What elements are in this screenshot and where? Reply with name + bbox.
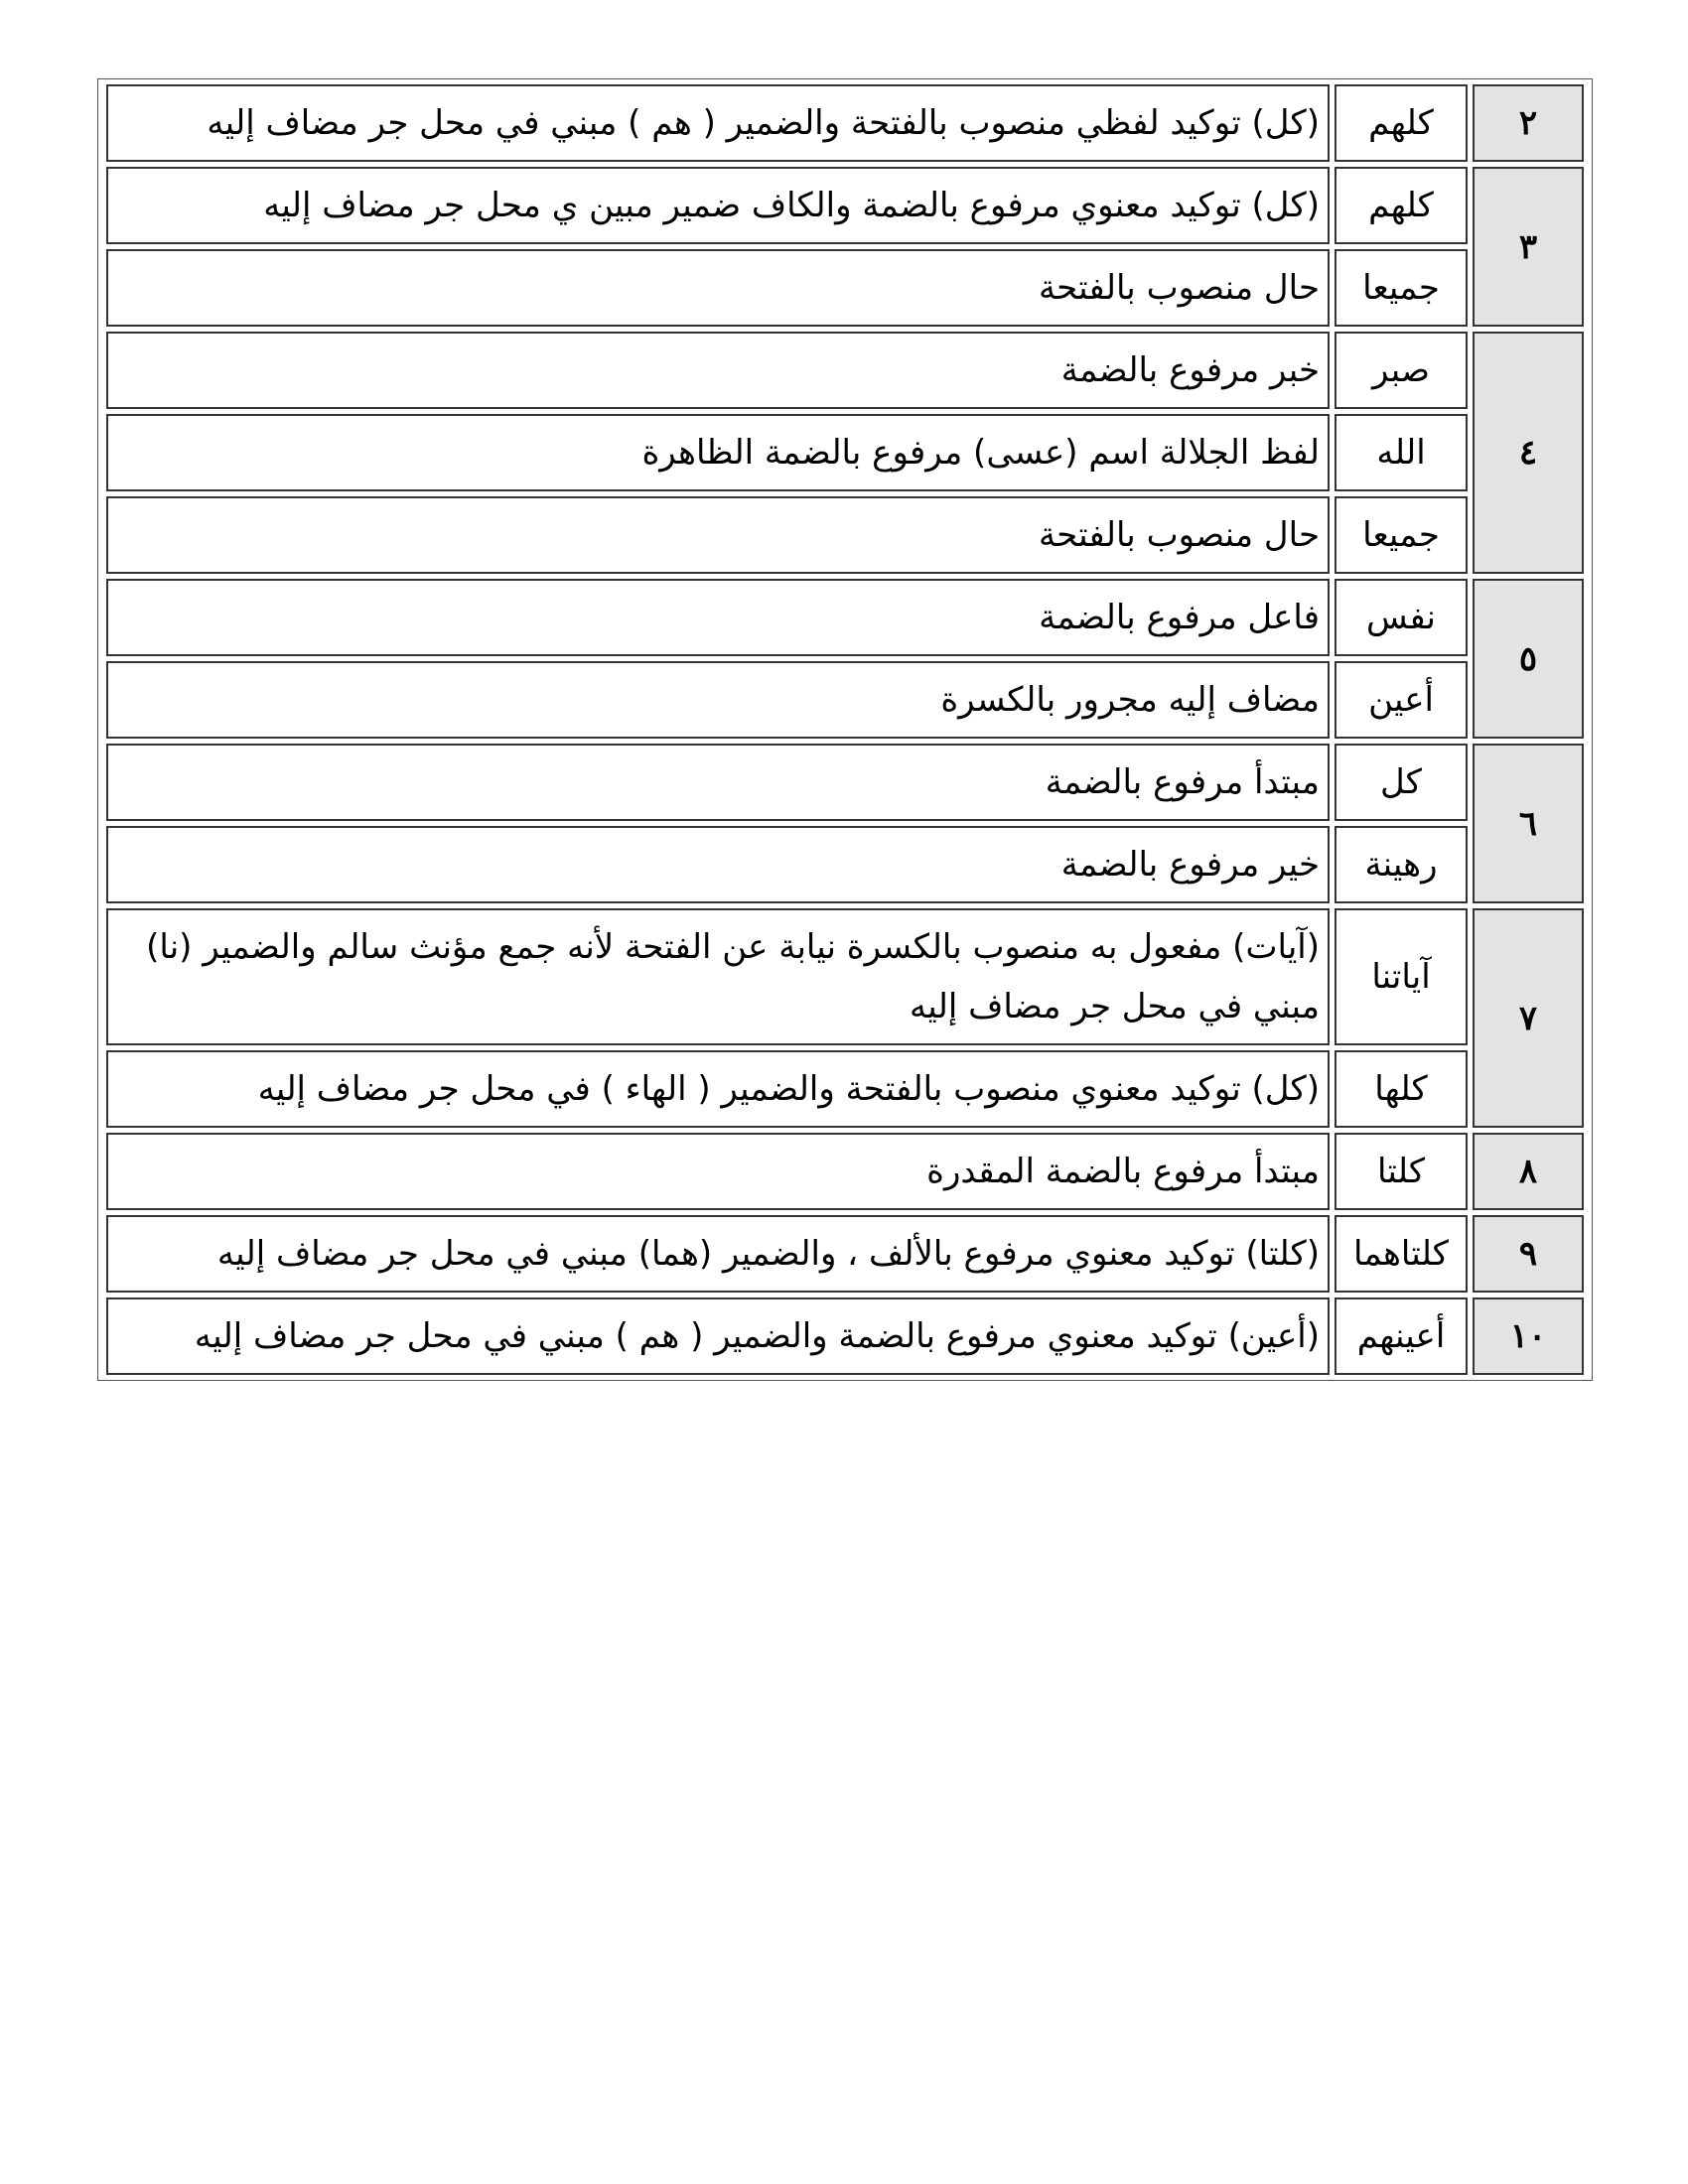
question-number: ٧ [1473, 908, 1584, 1128]
parsed-word: نفس [1335, 579, 1468, 656]
table-row [106, 249, 1584, 327]
table-body [106, 84, 1584, 1375]
table-row [106, 1215, 1584, 1293]
table-row [106, 661, 1584, 739]
parsing-description: (كل) توكيد معنوي منصوب بالفتحة والضمير ( الهاء ) في محل جر مضاف إليه [106, 1050, 1330, 1128]
table-row [106, 496, 1584, 574]
grammar-table-frame [97, 78, 1593, 1381]
table-row [106, 167, 1584, 244]
question-number: ٨ [1473, 1133, 1584, 1210]
parsed-word: صبر [1335, 332, 1468, 409]
parsed-word: كل [1335, 744, 1468, 821]
table-row [106, 1297, 1584, 1375]
parsed-word: كلتاهما [1335, 1215, 1468, 1293]
parsed-word: جميعا [1335, 496, 1468, 574]
table-row [106, 826, 1584, 903]
parsing-description: حال منصوب بالفتحة [106, 249, 1330, 327]
parsing-description: (كل) توكيد معنوي مرفوع بالضمة والكاف ضمير مبين ي محل جر مضاف إليه [106, 167, 1330, 244]
question-number: ٢ [1473, 84, 1584, 162]
parsed-word: كلها [1335, 1050, 1468, 1128]
parsing-description: فاعل مرفوع بالضمة [106, 579, 1330, 656]
parsed-word: أعين [1335, 661, 1468, 739]
table-row [106, 579, 1584, 656]
table-row [106, 1050, 1584, 1128]
parsed-word: الله [1335, 414, 1468, 491]
question-number: ٣ [1473, 167, 1584, 327]
parsing-description: حال منصوب بالفتحة [106, 496, 1330, 574]
parsing-description: خير مرفوع بالضمة [106, 826, 1330, 903]
parsing-description: (أعين) توكيد معنوي مرفوع بالضمة والضمير ( هم ) مبني في محل جر مضاف إليه [106, 1297, 1330, 1375]
parsing-description: مبتدأ مرفوع بالضمة [106, 744, 1330, 821]
question-number: ٤ [1473, 332, 1584, 574]
grammar-parsing-table [101, 79, 1589, 1380]
table-row [106, 332, 1584, 409]
parsing-description: مبتدأ مرفوع بالضمة المقدرة [106, 1133, 1330, 1210]
table-row [106, 84, 1584, 162]
table-row [106, 744, 1584, 821]
parsing-description: لفظ الجلالة اسم (عسى) مرفوع بالضمة الظاهرة [106, 414, 1330, 491]
parsing-description: (كلتا) توكيد معنوي مرفوع بالألف ، والضمير (هما) مبني في محل جر مضاف إليه [106, 1215, 1330, 1293]
parsed-word: كلتا [1335, 1133, 1468, 1210]
parsed-word: جميعا [1335, 249, 1468, 327]
parsed-word: آياتنا [1335, 908, 1468, 1045]
question-number: ٩ [1473, 1215, 1584, 1293]
table-row [106, 908, 1584, 1045]
parsed-word: رهينة [1335, 826, 1468, 903]
parsed-word: كلهم [1335, 84, 1468, 162]
parsed-word: كلهم [1335, 167, 1468, 244]
table-row [106, 414, 1584, 491]
question-number: ١٠ [1473, 1297, 1584, 1375]
table-row [106, 1133, 1584, 1210]
parsing-description: (كل) توكيد لفظي منصوب بالفتحة والضمير ( هم ) مبني في محل جر مضاف إليه [106, 84, 1330, 162]
question-number: ٥ [1473, 579, 1584, 739]
parsing-description: (آيات) مفعول به منصوب بالكسرة نيابة عن الفتحة لأنه جمع مؤنث سالم والضمير (نا) مبني في محل جر مضاف إليه [106, 908, 1330, 1045]
parsing-description: مضاف إليه مجرور بالكسرة [106, 661, 1330, 739]
parsed-word: أعينهم [1335, 1297, 1468, 1375]
question-number: ٦ [1473, 744, 1584, 903]
parsing-description: خبر مرفوع بالضمة [106, 332, 1330, 409]
